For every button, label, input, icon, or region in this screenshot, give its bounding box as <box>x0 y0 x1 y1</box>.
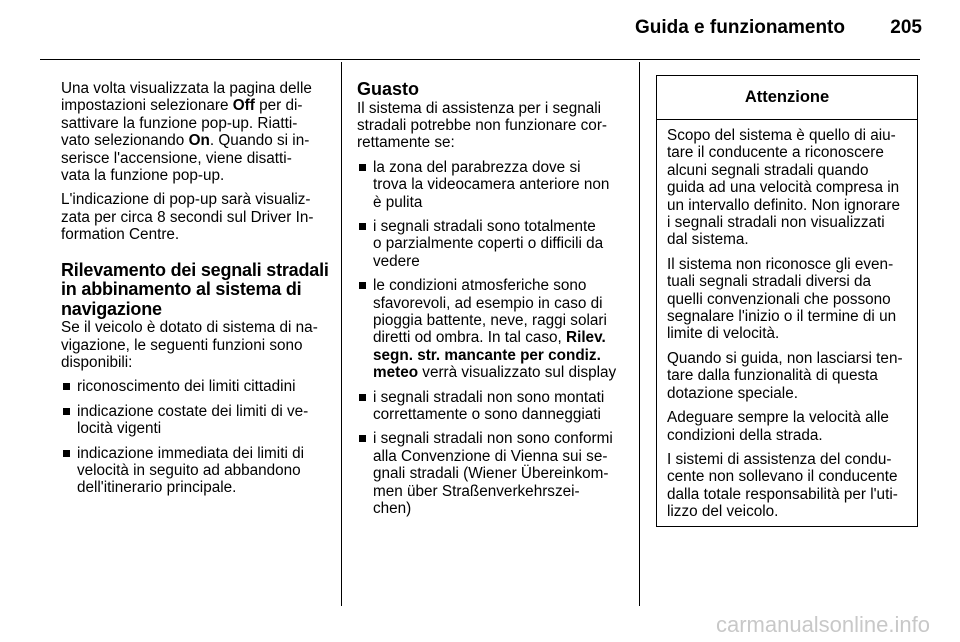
list-item <box>61 403 327 438</box>
text-line: correttamente o sono danneggiati <box>373 406 601 423</box>
column-divider-right <box>639 62 640 606</box>
text-line: è pulita <box>373 193 423 211</box>
text-line: alcuni segnali stradali quando <box>667 161 869 179</box>
text-line: dalla totale responsabilità per l'uti- <box>667 485 898 503</box>
text-fragment: vato selezionando <box>61 132 189 150</box>
text-line: disponibili: <box>61 353 133 371</box>
column-left <box>61 80 327 504</box>
text-line: formation Centre. <box>61 226 180 244</box>
warning-box <box>656 75 918 527</box>
list-item <box>357 430 625 517</box>
text-fragment: diretti od ombra. In tal caso, <box>373 329 567 347</box>
text-line: le condizioni atmosferiche sono <box>373 277 587 295</box>
text-line: i segnali stradali non sono montati <box>373 388 605 406</box>
text-line: trova la videocamera anteriore non <box>373 176 610 194</box>
page-header <box>0 0 960 60</box>
text-line: guida ad una velocità compresa in <box>667 179 900 197</box>
text-line: indicazione immediata dei limiti di <box>77 444 305 462</box>
warning-title: Attenzione <box>744 88 830 106</box>
text-fragment: . Quando si in- <box>209 132 310 150</box>
text-fragment: verrà visualizzato sul display <box>418 364 617 382</box>
malfunction-causes-list <box>357 159 625 518</box>
text-line: Una volta visualizzata la pagina delle <box>61 80 312 97</box>
text-line: dal sistema. <box>667 231 749 249</box>
warning-body <box>657 120 917 521</box>
warning-paragraph <box>667 350 917 402</box>
text-line: dotazione speciale. <box>667 384 798 402</box>
column-divider-left <box>341 62 342 606</box>
text-line: condizioni della strada. <box>667 426 823 444</box>
paragraph-popup-settings <box>61 80 327 184</box>
page-number: 205 <box>890 17 922 38</box>
text-line: velocità in seguito ad abbandono <box>77 462 301 479</box>
text-line: lizzo del veicolo. <box>667 503 779 521</box>
text-line: riconoscimento dei limiti cittadini <box>77 378 296 396</box>
text-line: dell'itinerario principale. <box>77 479 237 497</box>
text-line: rettamente se: <box>357 134 455 152</box>
warning-paragraph <box>667 451 917 521</box>
list-item <box>357 218 625 270</box>
list-item <box>357 159 625 211</box>
text-line: chen) <box>373 500 412 518</box>
display-message-text: segn. str. mancante per condiz. <box>373 346 601 364</box>
text-line: tuali segnali stradali diversi da <box>667 273 872 291</box>
text-line: sfavorevoli, ad esempio in caso di <box>373 294 603 312</box>
header-rule <box>40 59 920 60</box>
list-item <box>61 378 327 395</box>
text-line: men über Straßenverkehrszei- <box>373 482 580 500</box>
list-item <box>61 445 327 497</box>
text-line: vata la funzione pop-up. <box>61 167 225 185</box>
text-line: tare dalla funzionalità di questa <box>667 367 878 385</box>
text-line: I sistemi di assistenza del condu- <box>667 450 892 468</box>
text-line: indicazione costate dei limiti di ve- <box>77 402 309 420</box>
text-line <box>61 132 327 149</box>
list-item <box>357 389 625 424</box>
text-line <box>373 364 625 381</box>
text-line: quelli convenzionali che possono <box>667 290 891 308</box>
text-line: tare il conducente a riconoscere <box>667 144 884 162</box>
text-fragment: per di- <box>254 97 303 115</box>
text-line: limite di velocità. <box>667 325 780 343</box>
text-line: i segnali stradali sono totalmente <box>373 217 596 235</box>
text-line: cente non sollevano il conducente <box>667 468 898 486</box>
site-watermark: carmanualsonline.info <box>715 612 930 637</box>
paragraph-malfunction-intro <box>357 100 625 152</box>
text-line: Adeguare sempre la velocità alle <box>667 409 889 427</box>
text-line: locità vigenti <box>77 420 162 438</box>
text-line: i segnali stradali non visualizzati <box>667 214 885 232</box>
display-message-text: meteo <box>373 364 419 382</box>
text-line: Se il veicolo è dotato di sistema di na- <box>61 319 318 337</box>
text-line: L'indicazione di pop-up sarà visualiz- <box>61 191 311 209</box>
paragraph-navigation-intro <box>61 319 327 371</box>
text-line: Quando si guida, non lasciarsi ten- <box>667 349 903 367</box>
list-item <box>357 277 625 381</box>
text-line: la zona del parabrezza dove si <box>373 158 581 176</box>
column-middle <box>357 80 625 524</box>
text-fragment: impostazioni selezionare <box>61 97 233 115</box>
navigation-functions-list <box>61 378 327 496</box>
text-line <box>373 329 625 346</box>
on-option-label: On <box>188 132 210 150</box>
heading-line: in abbinamento al sistema di <box>61 279 302 300</box>
text-line: sattivare la funzione pop-up. Riatti- <box>61 114 298 132</box>
section-title: Guida e funzionamento <box>634 17 845 38</box>
text-line: segnalare l'inizio o il termine di un <box>667 308 897 326</box>
text-line: alla Convenzione di Vienna sui se- <box>373 447 608 465</box>
text-line: un intervallo definito. Non ignorare <box>667 196 900 214</box>
text-line: gnali stradali (Wiener Übereinkom- <box>373 465 609 483</box>
text-line: Scopo del sistema è quello di aiu- <box>667 127 896 144</box>
text-line: vigazione, le seguenti funzioni sono <box>61 336 303 354</box>
text-line: vedere <box>373 252 420 270</box>
text-line: Il sistema di assistenza per i segnali <box>357 99 602 117</box>
warning-paragraph <box>667 256 917 343</box>
text-line: i segnali stradali non sono conformi <box>373 430 613 448</box>
heading-line: Rilevamento dei segnali stradali <box>61 259 329 280</box>
heading-line: navigazione <box>61 298 162 319</box>
text-line: zata per circa 8 secondi sul Driver In- <box>61 208 314 226</box>
text-line: stradali potrebbe non funzionare cor- <box>357 116 608 134</box>
warning-paragraph <box>667 409 917 444</box>
paragraph-popup-duration <box>61 191 327 243</box>
text-line: pioggia battente, neve, raggi solari <box>373 311 607 329</box>
text-line: Il sistema non riconosce gli even- <box>667 255 894 273</box>
warning-paragraph <box>667 127 917 249</box>
off-option-label: Off <box>232 97 255 115</box>
text-line <box>61 97 327 114</box>
display-message-text: Rilev. <box>566 329 606 347</box>
heading-navigation-sign-detection <box>61 261 327 320</box>
text-line: o parzialmente coperti o difficili da <box>373 235 604 253</box>
heading-malfunction: Guasto <box>357 79 420 99</box>
text-line: serisce l'accensione, viene disatti- <box>61 149 292 167</box>
